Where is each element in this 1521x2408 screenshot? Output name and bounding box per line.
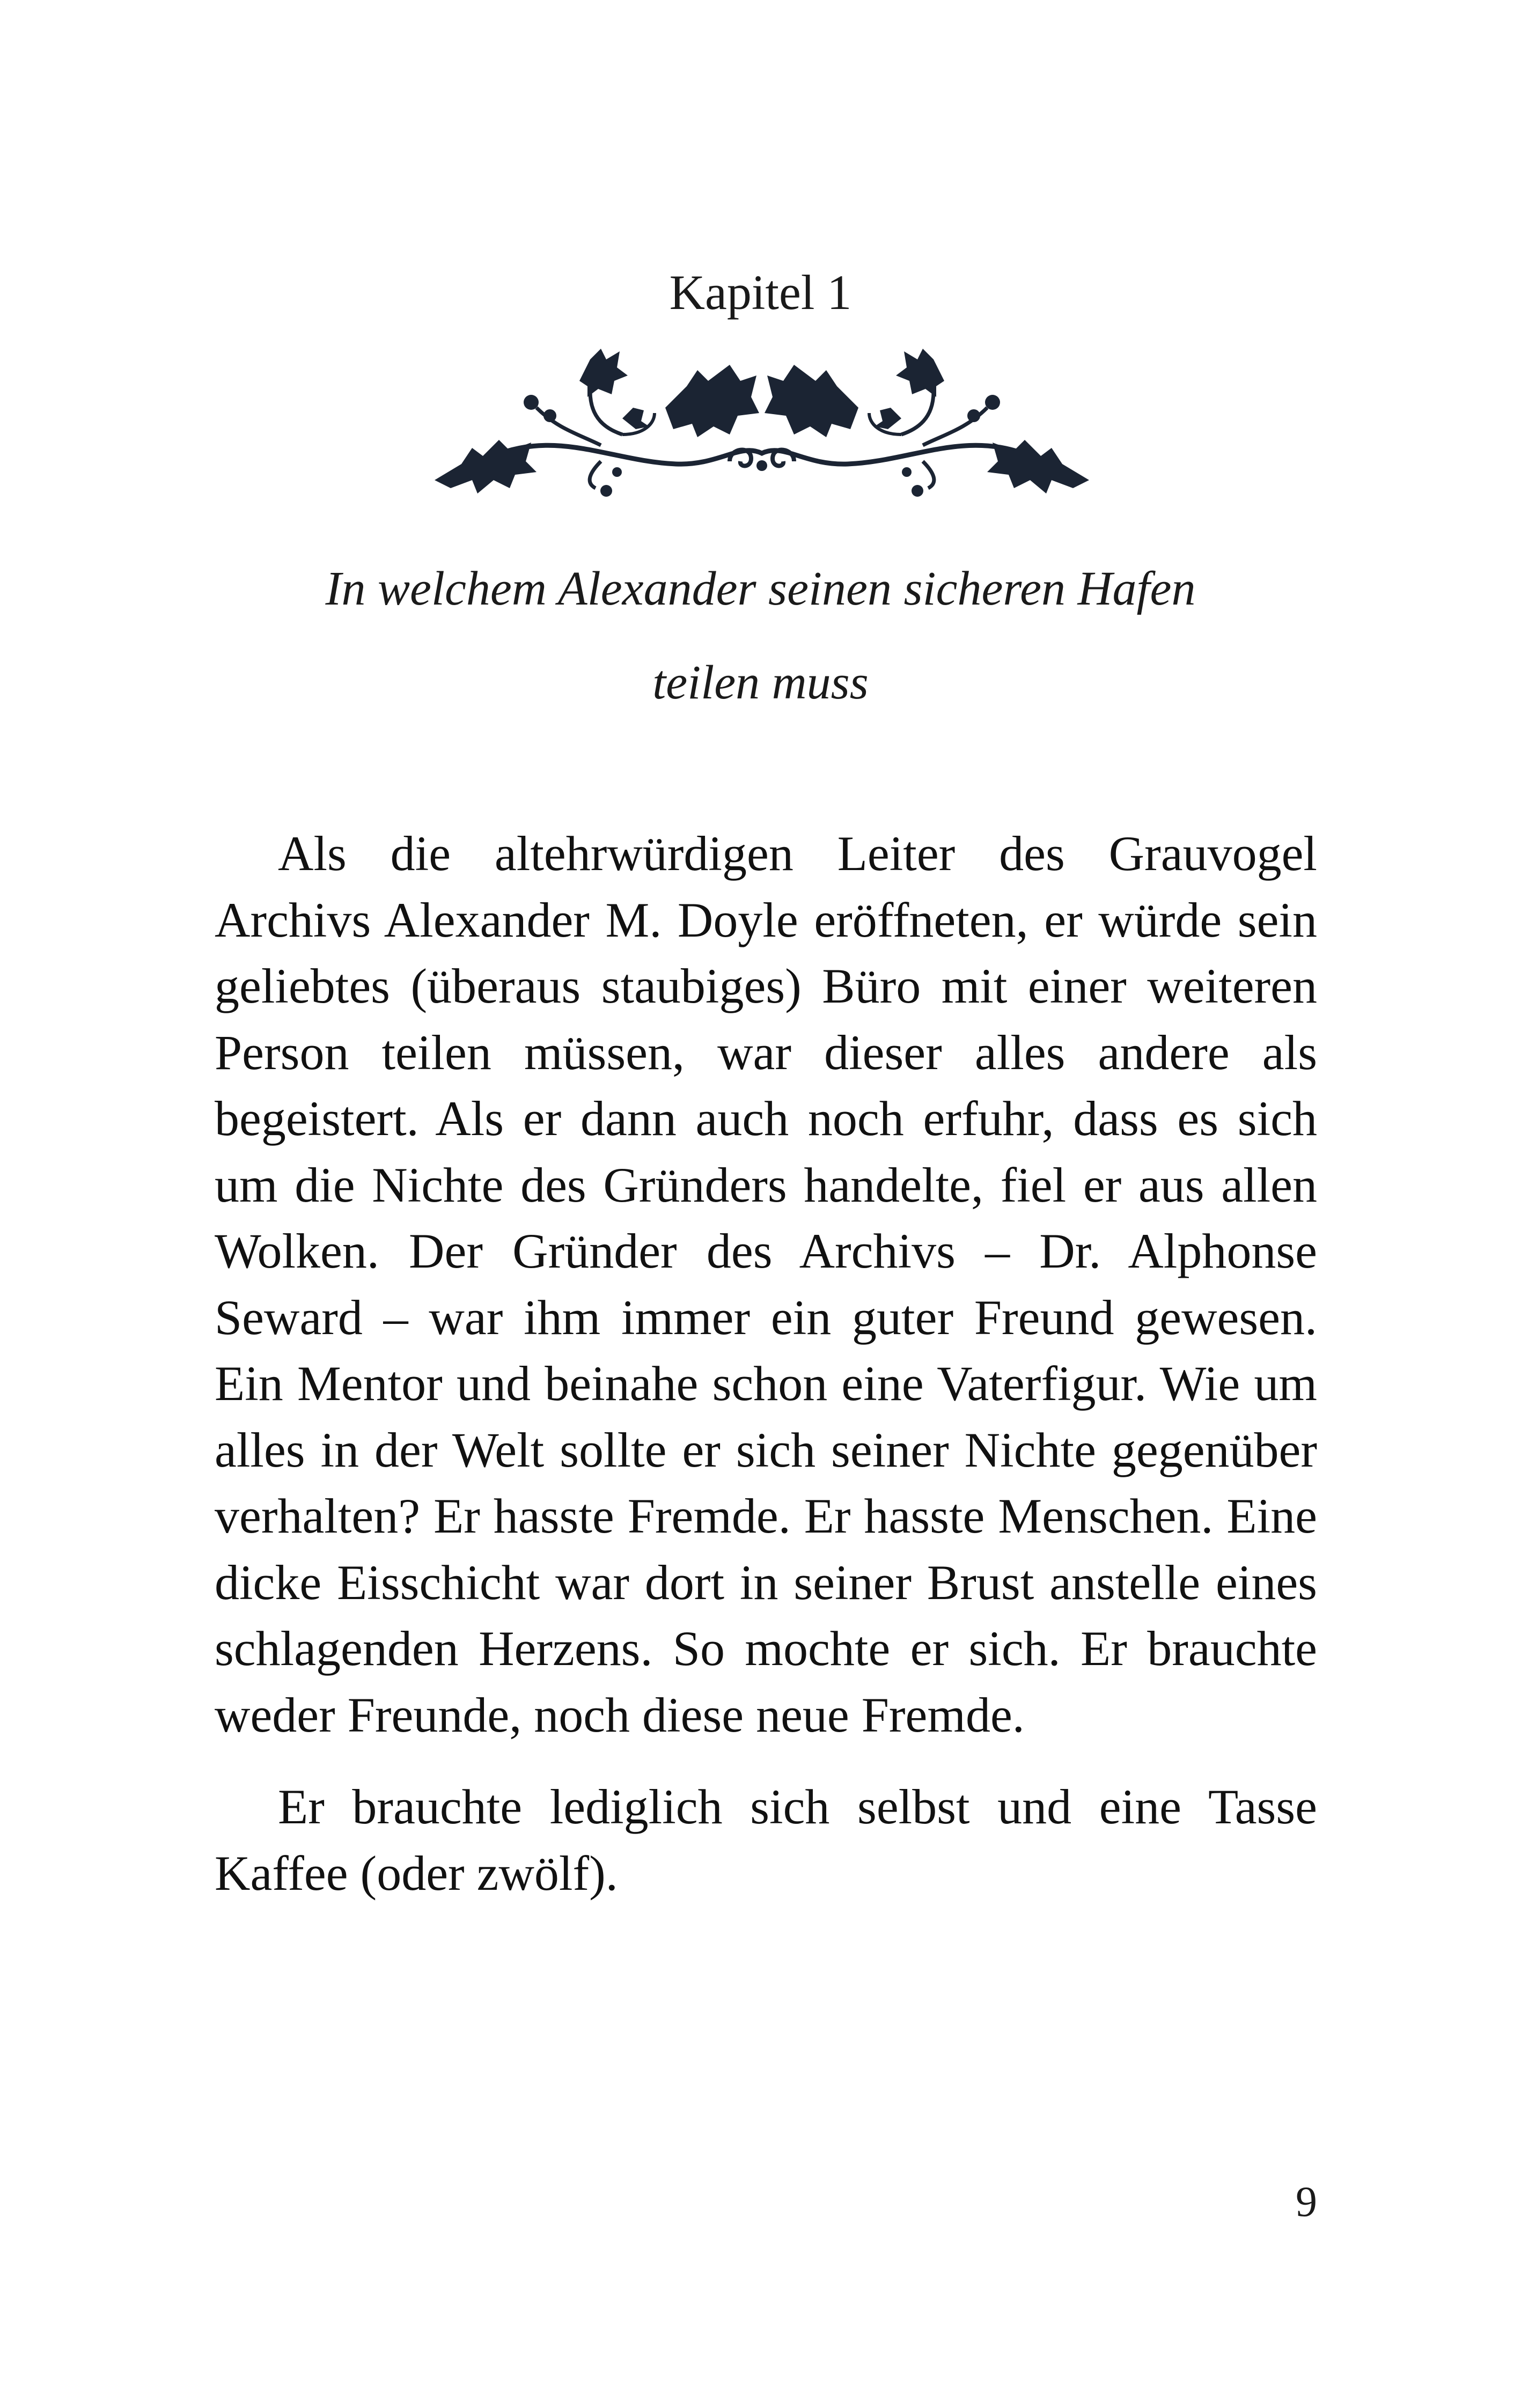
chapter-title: Kapitel 1	[669, 265, 852, 320]
subtitle-line: In welchem Alexander seinen sicheren Hafen	[325, 562, 1196, 615]
subtitle-line: teilen muss	[652, 656, 869, 709]
paragraph: Als die altehrwürdigen Leiter des Grauvogel Archivs Alexander M. Doyle eröffneten, er würde sein geliebtes (überaus staubiges) Büro mit einer weiteren Person teilen müssen, war dieser alles andere als begeistert. Als er dann auch noch erfuhr, dass es sich um die Nichte des Gründers handelte, fiel er aus allen Wolken. Der Gründer des Archivs – Dr. Alphonse Seward – war ihm immer ein guter Freund gewesen. Ein Mentor und beinahe schon eine Vaterfigur. Wie um alles in der Welt sollte er sich seiner Nichte gegenüber verhalten? Er hasste Fremde. Er hasste Menschen. Eine dicke Eisschicht war dort in seiner Brust anstelle eines schlagenden Herzens. So mochte er sich. Er brauchte weder Freunde, noch diese neue Fremde.	[215, 826, 1317, 1742]
paragraph: Er brauchte lediglich sich selbst und eine Tasse Kaffee (oder zwölf).	[215, 1779, 1317, 1901]
chapter-body	[215, 821, 1317, 1906]
holly-ornament-icon	[429, 327, 1094, 504]
page-number: 9	[1296, 2178, 1317, 2226]
chapter-subtitle	[0, 542, 1521, 730]
